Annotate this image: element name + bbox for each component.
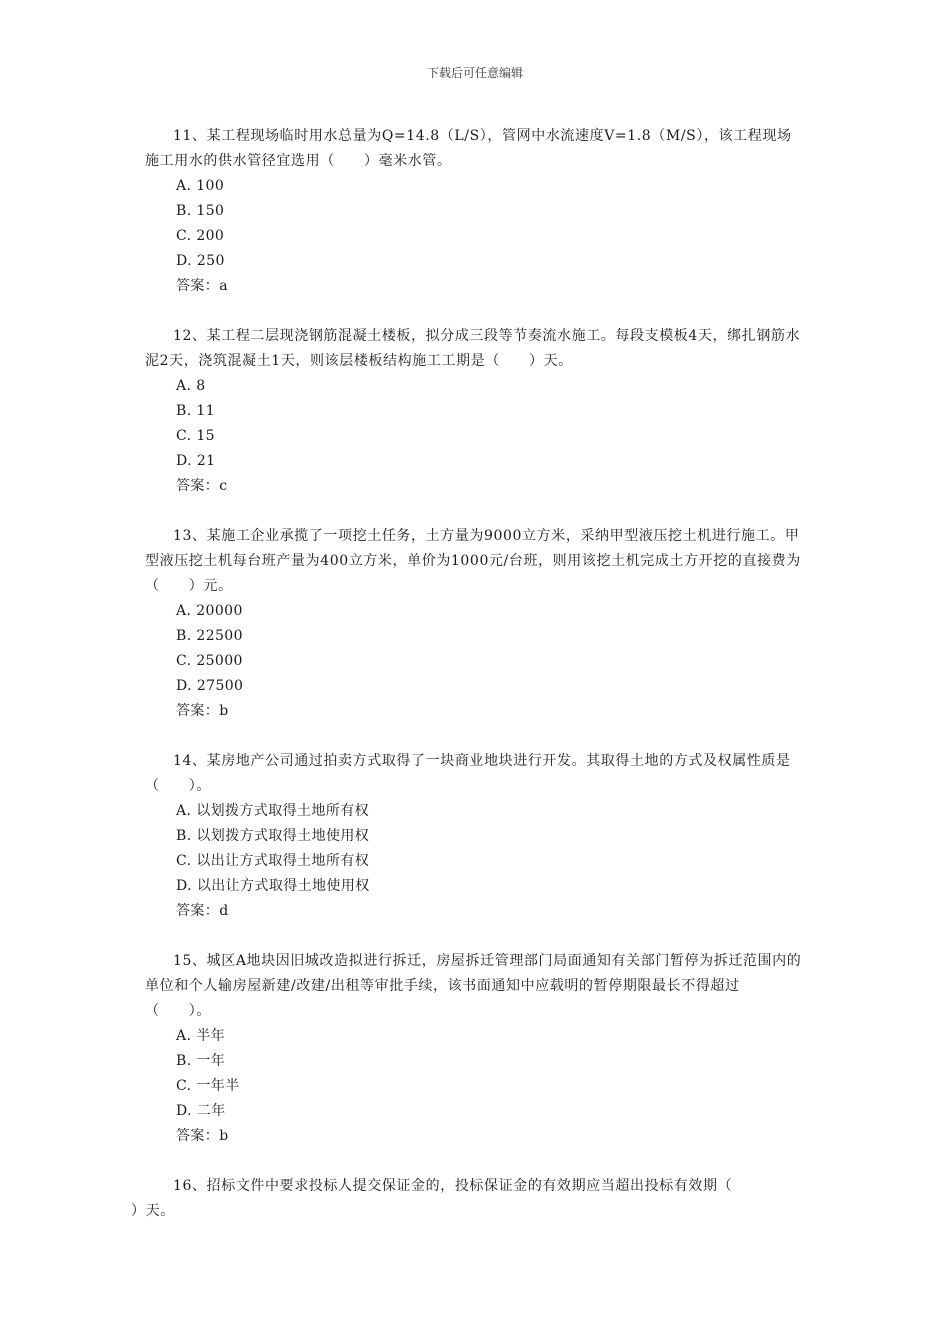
answer: 答案：d xyxy=(176,903,229,919)
question-15 xyxy=(145,949,805,1149)
option-b: B. 22500 xyxy=(176,628,243,644)
option-b: B. 以划拨方式取得土地使用权 xyxy=(176,828,370,844)
question-16 xyxy=(131,1174,805,1224)
page-header: 下载后可任意编辑 xyxy=(426,66,523,80)
question-14 xyxy=(145,749,805,924)
question-stem: 16、招标文件中要求投标人提交保证金的，投标保证金的有效期应当超出投标有效期（ xyxy=(173,1178,733,1194)
option-c: C. 一年半 xyxy=(176,1078,240,1094)
question-stem: 15、城区A地块因旧城改造拟进行拆迁，房屋拆迁管理部门局面通知有关部门暂停为拆迁范围内的单位和个人输房屋新建/改建/出租等审批手续，该书面通知中应载明的暂停期限最长不得超过（ ）。 xyxy=(145,953,802,1019)
option-c: C. 200 xyxy=(176,228,225,244)
option-a: A. 100 xyxy=(176,178,225,194)
question-stem: 12、某工程二层现浇钢筋混凝土楼板，拟分成三段等节奏流水施工。每段支模板4天，绑扎钢筋水泥2天，浇筑混凝土1天，则该层楼板结构施工工期是（ ）天。 xyxy=(145,328,801,369)
question-13 xyxy=(145,524,805,724)
option-d: D. 27500 xyxy=(176,678,244,694)
question-list xyxy=(131,124,805,1249)
option-b: B. 11 xyxy=(176,403,216,419)
option-a: A. 半年 xyxy=(176,1028,226,1044)
option-c: C. 25000 xyxy=(176,653,243,669)
question-stem: 14、某房地产公司通过拍卖方式取得了一块商业地块进行开发。其取得土地的方式及权属性质是（ ）。 xyxy=(145,753,791,794)
question-stem-continuation: ）天。 xyxy=(131,1203,175,1219)
question-stem: 11、某工程现场临时用水总量为Q=14.8（L/S），管网中水流速度V=1.8（M/S），该工程现场施工用水的供水管径宜选用（ ）毫米水管。 xyxy=(145,128,792,169)
option-a: A. 8 xyxy=(176,378,206,394)
option-d: D. 250 xyxy=(176,253,225,269)
option-d: D. 21 xyxy=(176,453,216,469)
option-b: B. 150 xyxy=(176,203,225,219)
option-d: D. 二年 xyxy=(176,1103,226,1119)
option-c: C. 15 xyxy=(176,428,215,444)
answer: 答案：a xyxy=(176,278,228,294)
option-a: A. 20000 xyxy=(176,603,243,619)
option-d: D. 以出让方式取得土地使用权 xyxy=(176,878,370,894)
answer: 答案：c xyxy=(176,478,228,494)
question-stem: 13、某施工企业承揽了一项挖土任务，土方量为9000立方米，采纳甲型液压挖土机进行施工。甲型液压挖土机每台班产量为400立方米，单价为1000元/台班，则用该挖土机完成土方开挖的直接费为（ ）元。 xyxy=(145,528,801,594)
question-12 xyxy=(145,324,805,499)
answer: 答案：b xyxy=(176,1128,229,1144)
option-b: B. 一年 xyxy=(176,1053,226,1069)
option-a: A. 以划拨方式取得土地所有权 xyxy=(176,803,370,819)
answer: 答案：b xyxy=(176,703,229,719)
question-11 xyxy=(145,124,805,299)
option-c: C. 以出让方式取得土地所有权 xyxy=(176,853,370,869)
